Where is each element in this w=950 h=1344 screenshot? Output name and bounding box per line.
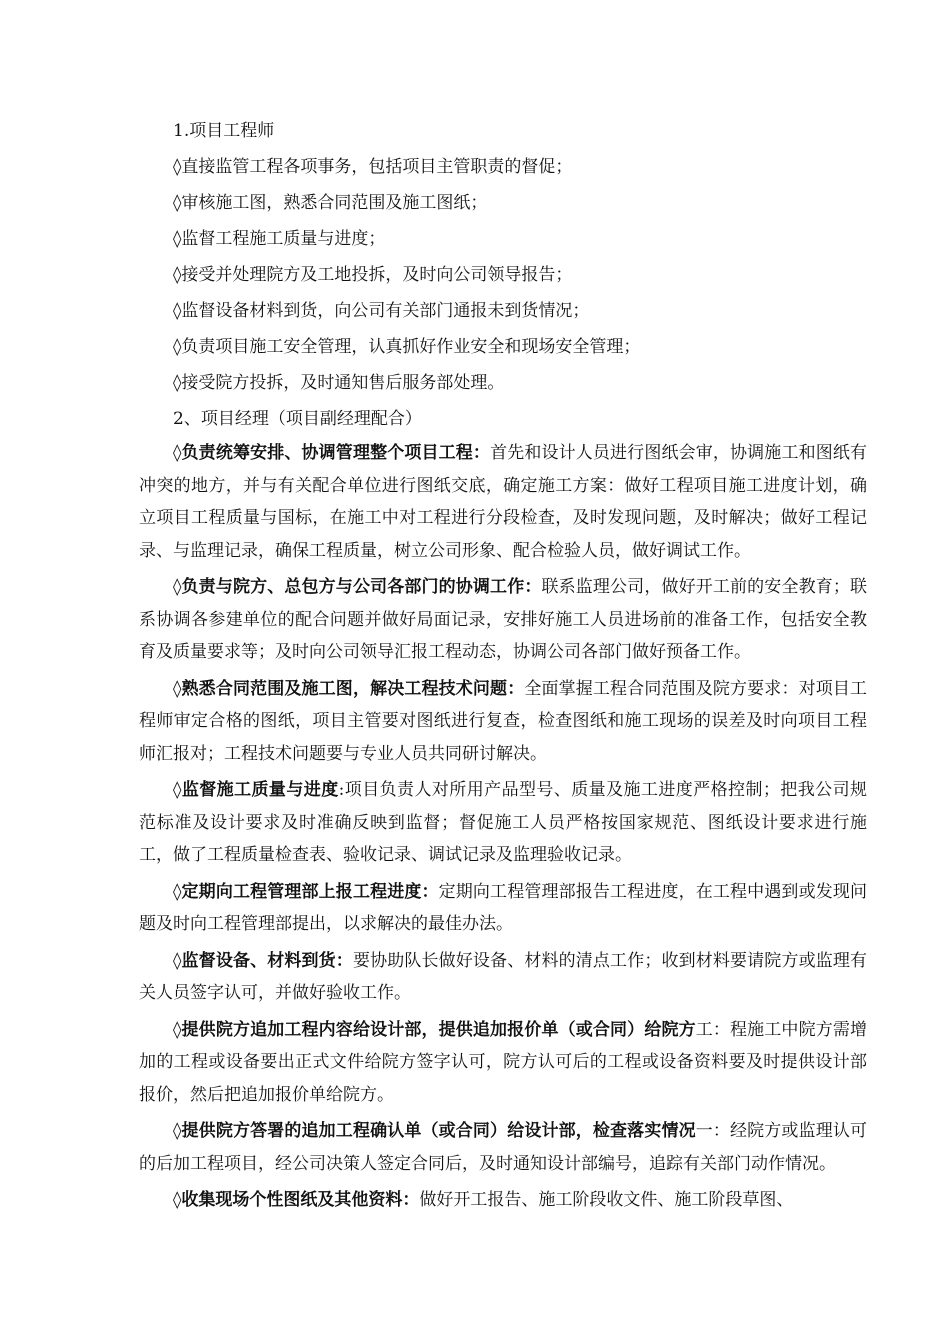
section-2-item (139, 876, 867, 941)
item-heading: ◊负责统筹安排、协调管理整个项目工程： (173, 443, 491, 463)
section-1-item: ◊直接监管工程各项事务，包括项目主管职责的督促； (173, 157, 573, 177)
item-body: 一：经院方或监理认可的后加工程项目，经公司决策人签定合同后，及时通知设计部编号，追踪有关部门动作情况。 (139, 1121, 867, 1174)
section-2-item (139, 673, 867, 771)
section-2-item (139, 1115, 867, 1180)
item-body: 做好开工报告、施工阶段收文件、施工阶段草图、 (419, 1190, 794, 1210)
section-1-title: 1.项目工程师 (173, 121, 275, 141)
item-heading: ◊负责与院方、总包方与公司各部门的协调工作： (173, 577, 542, 597)
item-body: 工：程施工中院方需增加的工程或设备要出正式文件给院方签字认可，院方认可后的工程或设备资料要及时提供设计部报价，然后把追加报价单给院方。 (139, 1019, 867, 1105)
item-body: 首先和设计人员进行图纸会审，协调施工和图纸有冲突的地方，并与有关配合单位进行图纸交底，确定施工方案：做好工程项目施工进度计划，确立项目工程质量与国标，在施工中对工程进行分段检查，及时发现问题，及时解决；做好工程记录、与监理记录，确保工程质量，树立公司形象、配合检验人员，做好调试工作。 (139, 443, 867, 561)
item-body: 全面掌握工程合同范围及院方要求：对项目工程师审定合格的图纸，项目主管要对图纸进行复查，检查图纸和施工现场的误差及时向项目工程师汇报对；工程技术问题要与专业人员共同研讨解决。 (139, 678, 868, 764)
item-body: :项目负责人对所用产品型号、质量及施工进度严格控制；把我公司规范标准及设计要求及时准确反映到监督；督促施工人员严格按国家规范、图纸设计要求进行施工，做了工程质量检查表、验收记录、调试记录及监理验收记录。 (139, 780, 867, 865)
section-1-item: ◊监督工程施工质量与进度； (173, 229, 386, 249)
item-heading: ◊监督设备、材料到货： (173, 950, 353, 971)
section-2-item (139, 1014, 867, 1112)
section-1-item: ◊监督设备材料到货，向公司有关部门通报未到货情况； (173, 301, 590, 321)
item-body: 联系监理公司，做好开工前的安全教育；联系协调各参建单位的配合问题并做好局面记录，安排好施工人员进场前的准备工作，包括安全教育及质量要求等；及时向公司领导汇报工程动态，协调公司各部门做好预备工作。 (139, 577, 868, 662)
item-heading: ◊提供院方答署的追加工程确认单（或合同）给设计部，检查落实情况 (173, 1121, 696, 1141)
section-1-item: ◊审核施工图，熟悉合同范围及施工图纸； (173, 193, 488, 213)
section-1-item: ◊接受并处理院方及工地投拆，及时向公司领导报告； (173, 265, 573, 285)
section-2-item (139, 774, 867, 872)
document-body (139, 113, 867, 1217)
section-2-item (139, 945, 867, 1010)
item-heading: ◊提供院方追加工程内容给设计部，提供追加报价单（或合同）给院方 (173, 1019, 696, 1040)
section-2-item (139, 571, 867, 669)
item-heading: ◊熟悉合同范围及施工图，解决工程技术问题： (173, 678, 525, 699)
item-heading: ◊监督施工质量与进度 (173, 780, 339, 800)
section-2-item (139, 1184, 867, 1217)
section-2-item (139, 437, 867, 567)
section-2-title: 2、项目经理（项目副经理配合） (173, 409, 422, 429)
section-1-item: ◊负责项目施工安全管理，认真抓好作业安全和现场安全管理； (173, 337, 641, 357)
item-body: 定期向工程管理部报告工程进度，在工程中遇到或发现问题及时向工程管理部提出，以求解决的最佳办法。 (139, 881, 867, 934)
item-heading: ◊收集现场个性图纸及其他资料： (173, 1190, 420, 1210)
item-body: 要协助队长做好设备、材料的清点工作；收到材料要请院方或监理有关人员签字认可，并做好验收工作。 (139, 950, 868, 1003)
section-1-item: ◊接受院方投拆，及时通知售后服务部处理。 (173, 373, 505, 393)
item-heading: ◊定期向工程管理部上报工程进度： (173, 881, 439, 902)
